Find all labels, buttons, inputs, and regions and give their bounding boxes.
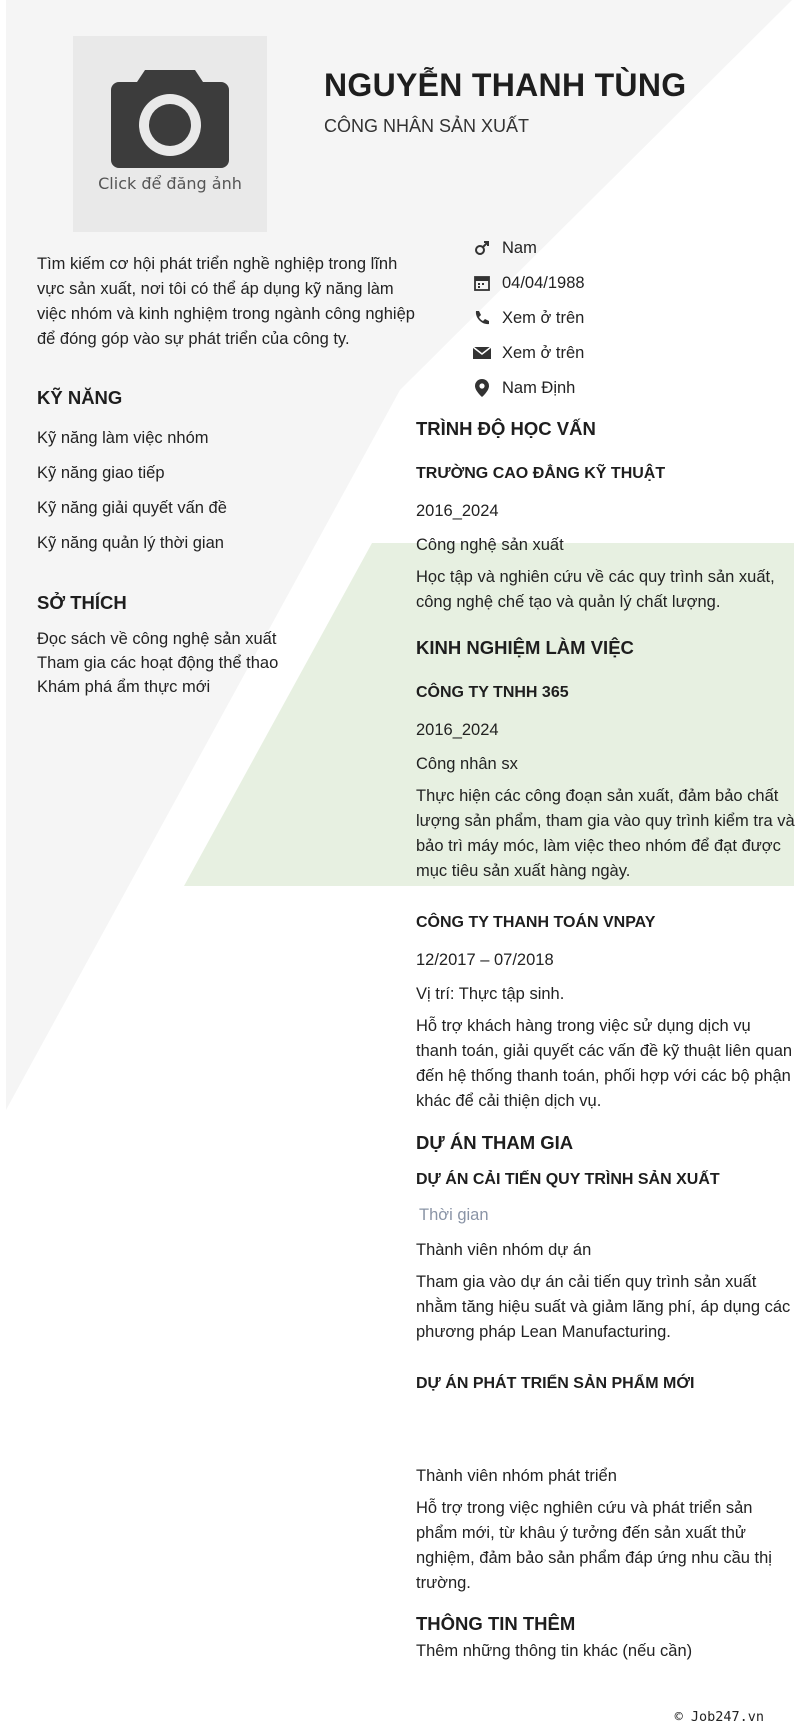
experience-item <box>416 684 796 884</box>
skills-heading: KỸ NĂNG <box>37 387 123 408</box>
experience-company: CÔNG TY TNHH 365 <box>416 684 569 701</box>
experience-period: 2016_2024 <box>416 721 499 739</box>
experience-period: 12/2017 – 07/2018 <box>416 951 554 969</box>
education-major: Công nghệ sản xuất <box>416 536 564 554</box>
experience-company: CÔNG TY THANH TOÁN VNPAY <box>416 914 656 931</box>
contact-email: Xem ở trên <box>416 335 796 370</box>
projects-heading: DỰ ÁN THAM GIA <box>416 1132 574 1153</box>
additional-info-heading: THÔNG TIN THÊM <box>416 1613 576 1634</box>
career-objective: Tìm kiếm cơ hội phát triển nghề nghiệp trong lĩnh vực sản xuất, nơi tôi có thể áp dụng kỹ năng làm việc nhóm và kinh nghiệm trong ngành công nghiệp để đóng góp vào sự phát triển của công ty. <box>37 255 415 348</box>
photo-caption: Click để đăng ảnh <box>98 174 242 193</box>
experience-description: Hỗ trợ khách hàng trong việc sử dụng dịch vụ thanh toán, giải quyết các vấn đề kỹ thuật liên quan đến hệ thống thanh toán, phối hợp với các bộ phận khác để cải thiện dịch vụ. <box>416 1017 793 1110</box>
contact-info <box>416 230 796 405</box>
skill-item: Kỹ năng làm việc nhóm <box>37 429 209 447</box>
hobbies-heading: SỞ THÍCH <box>37 592 127 613</box>
hobby-item: Khám phá ẩm thực mới <box>37 678 211 696</box>
project-role: Thành viên nhóm dự án <box>416 1241 592 1259</box>
hobby-item: Đọc sách về công nghệ sản xuất <box>37 630 277 648</box>
profile-photo-placeholder[interactable] <box>73 36 267 232</box>
footer-copyright: © Job247.vn <box>674 1709 764 1725</box>
project-description: Hỗ trợ trong việc nghiên cứu và phát triển sản phẩm mới, từ khâu ý tưởng đến sản xuất thử nghiệm, đảm bảo sản phẩm đáp ứng nhu cầu thị trường. <box>416 1499 772 1592</box>
experience-description: Thực hiện các công đoạn sản xuất, đảm bảo chất lượng sản phẩm, tham gia vào quy trình kiểm tra và bảo trì máy móc, làm việc theo nhóm để đạt được mục tiêu sản xuất hàng ngày. <box>416 787 795 880</box>
camera-icon <box>111 64 229 168</box>
skills-list <box>37 427 417 567</box>
gender-icon <box>472 238 492 258</box>
skill-item: Kỹ năng giải quyết vấn đề <box>37 499 227 517</box>
education-school: TRƯỜNG CAO ĐẲNG KỸ THUẬT <box>416 465 666 482</box>
candidate-name: NGUYỄN THANH TÙNG <box>324 67 687 103</box>
right-column <box>416 230 796 1662</box>
contact-gender: Nam <box>416 230 796 265</box>
calendar-icon <box>472 273 492 293</box>
left-column <box>37 252 417 700</box>
additional-info-text: Thêm những thông tin khác (nếu cần) <box>416 1642 693 1660</box>
skill-item: Kỹ năng quản lý thời gian <box>37 534 224 552</box>
phone-icon <box>472 308 492 328</box>
job-title: CÔNG NHÂN SẢN XUẤT <box>324 116 530 136</box>
experience-role: Vị trí: Thực tập sinh. <box>416 985 565 1003</box>
project-role: Thành viên nhóm phát triển <box>416 1467 617 1485</box>
project-time <box>416 1408 796 1430</box>
experience-heading: KINH NGHIỆM LÀM VIỆC <box>416 637 634 658</box>
education-description: Học tập và nghiên cứu về các quy trình sản xuất, công nghệ chế tạo và quản lý chất lượng. <box>416 568 775 611</box>
location-pin-icon <box>472 378 492 398</box>
project-name: DỰ ÁN CẢI TIẾN QUY TRÌNH SẢN XUẤT <box>416 1171 720 1188</box>
project-name: DỰ ÁN PHÁT TRIỂN SẢN PHẨM MỚI <box>416 1375 695 1392</box>
education-heading: TRÌNH ĐỘ HỌC VẤN <box>416 418 596 439</box>
hobbies-list <box>37 628 417 700</box>
hobby-item: Tham gia các hoạt động thể thao <box>37 654 279 672</box>
education-period: 2016_2024 <box>416 502 499 520</box>
contact-phone: Xem ở trên <box>416 300 796 335</box>
project-time: Thời gian <box>419 1206 489 1224</box>
experience-item <box>416 914 796 1114</box>
project-item <box>416 1171 796 1345</box>
contact-address: Nam Định <box>416 370 796 405</box>
project-item <box>416 1375 796 1596</box>
envelope-icon <box>472 343 492 363</box>
skill-item: Kỹ năng giao tiếp <box>37 464 165 482</box>
contact-birthday: 04/04/1988 <box>416 265 796 300</box>
experience-role: Công nhân sx <box>416 755 518 773</box>
project-description: Tham gia vào dự án cải tiến quy trình sản xuất nhằm tăng hiệu suất và giảm lãng phí, áp dụng các phương pháp Lean Manufacturing. <box>416 1273 791 1341</box>
